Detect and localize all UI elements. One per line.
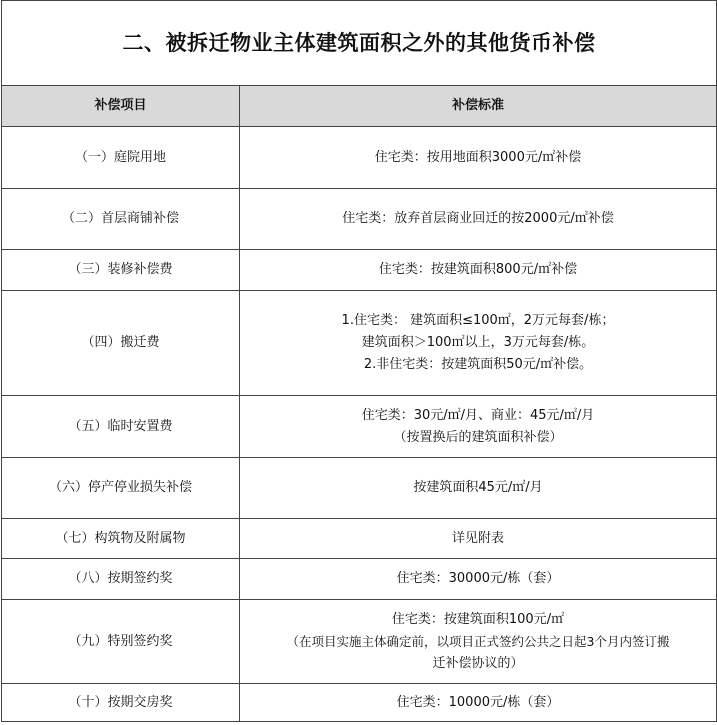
- standard-line: 2.非住宅类：按建筑面积50元/㎡补偿。: [363, 357, 593, 372]
- standard-line: 住宅类：按用地面积3000元/㎡补偿: [374, 149, 582, 165]
- table-row: [2, 291, 717, 396]
- standard-cell: [240, 127, 717, 189]
- table-row: [2, 600, 717, 684]
- standard-line: 住宅类：30元/㎡/月、商业：45元/㎡/月: [361, 407, 595, 423]
- item-cell: （四）搬迁费: [2, 291, 240, 396]
- standard-line: 住宅类：30000元/栋（套）: [396, 571, 560, 586]
- item-cell: （十）按期交房奖: [2, 684, 240, 722]
- standard-cell: [240, 291, 717, 396]
- table-row: [2, 396, 717, 458]
- standard-line: 住宅类：放弃首层商业回迁的按2000元/㎡补偿: [342, 211, 614, 226]
- standard-line: 住宅类：按建筑面积100元/㎡: [391, 611, 565, 627]
- standard-line: 建筑面积＞100㎡以上，3万元每套/栋。: [361, 335, 595, 350]
- standard-line: 迁补偿协议的）: [432, 655, 524, 671]
- standard-line: 住宅类：按建筑面积800元/㎡补偿: [378, 262, 578, 277]
- item-cell: （一）庭院用地: [2, 127, 240, 189]
- standard-line: 住宅类：10000元/栋（套）: [396, 694, 560, 710]
- standard-cell: [240, 189, 717, 250]
- table-row: [2, 250, 717, 291]
- item-cell: （六）停产停业损失补偿: [2, 458, 240, 519]
- item-cell: （八）按期签约奖: [2, 559, 240, 600]
- table-row: [2, 684, 717, 722]
- item-cell: （二）首层商铺补偿: [2, 189, 240, 250]
- standard-cell: [240, 519, 717, 559]
- standard-cell: [240, 458, 717, 519]
- compensation-document: [1, 0, 716, 722]
- standard-line: 详见附表: [451, 530, 504, 546]
- compensation-table: [1, 0, 717, 722]
- standard-line: 1.住宅类： 建筑面积≤100㎡，2万元每套/栋；: [341, 313, 615, 328]
- header-row: [2, 86, 717, 127]
- table-row: [2, 559, 717, 600]
- table-title: 二、被拆迁物业主体建筑面积之外的其他货币补偿: [2, 1, 717, 86]
- standard-line: （按置换后的建筑面积补偿）: [393, 429, 563, 445]
- table-row: [2, 189, 717, 250]
- standard-line: （在项目实施主体确定前，以项目正式签约公共之日起3个月内签订搬: [286, 633, 670, 649]
- item-cell: （九）特别签约奖: [2, 600, 240, 684]
- standard-line: 按建筑面积45元/㎡/月: [413, 480, 543, 495]
- standard-cell: [240, 600, 717, 684]
- table-row: [2, 519, 717, 559]
- item-cell: （七）构筑物及附属物: [2, 519, 240, 559]
- item-cell: （三）装修补偿费: [2, 250, 240, 291]
- table-row: [2, 458, 717, 519]
- standard-cell: [240, 250, 717, 291]
- table-row: [2, 127, 717, 189]
- standard-cell: [240, 559, 717, 600]
- header-item: 补偿项目: [2, 86, 240, 127]
- header-standard: 补偿标准: [240, 86, 717, 127]
- standard-cell: [240, 684, 717, 722]
- standard-cell: [240, 396, 717, 458]
- item-cell: （五）临时安置费: [2, 396, 240, 458]
